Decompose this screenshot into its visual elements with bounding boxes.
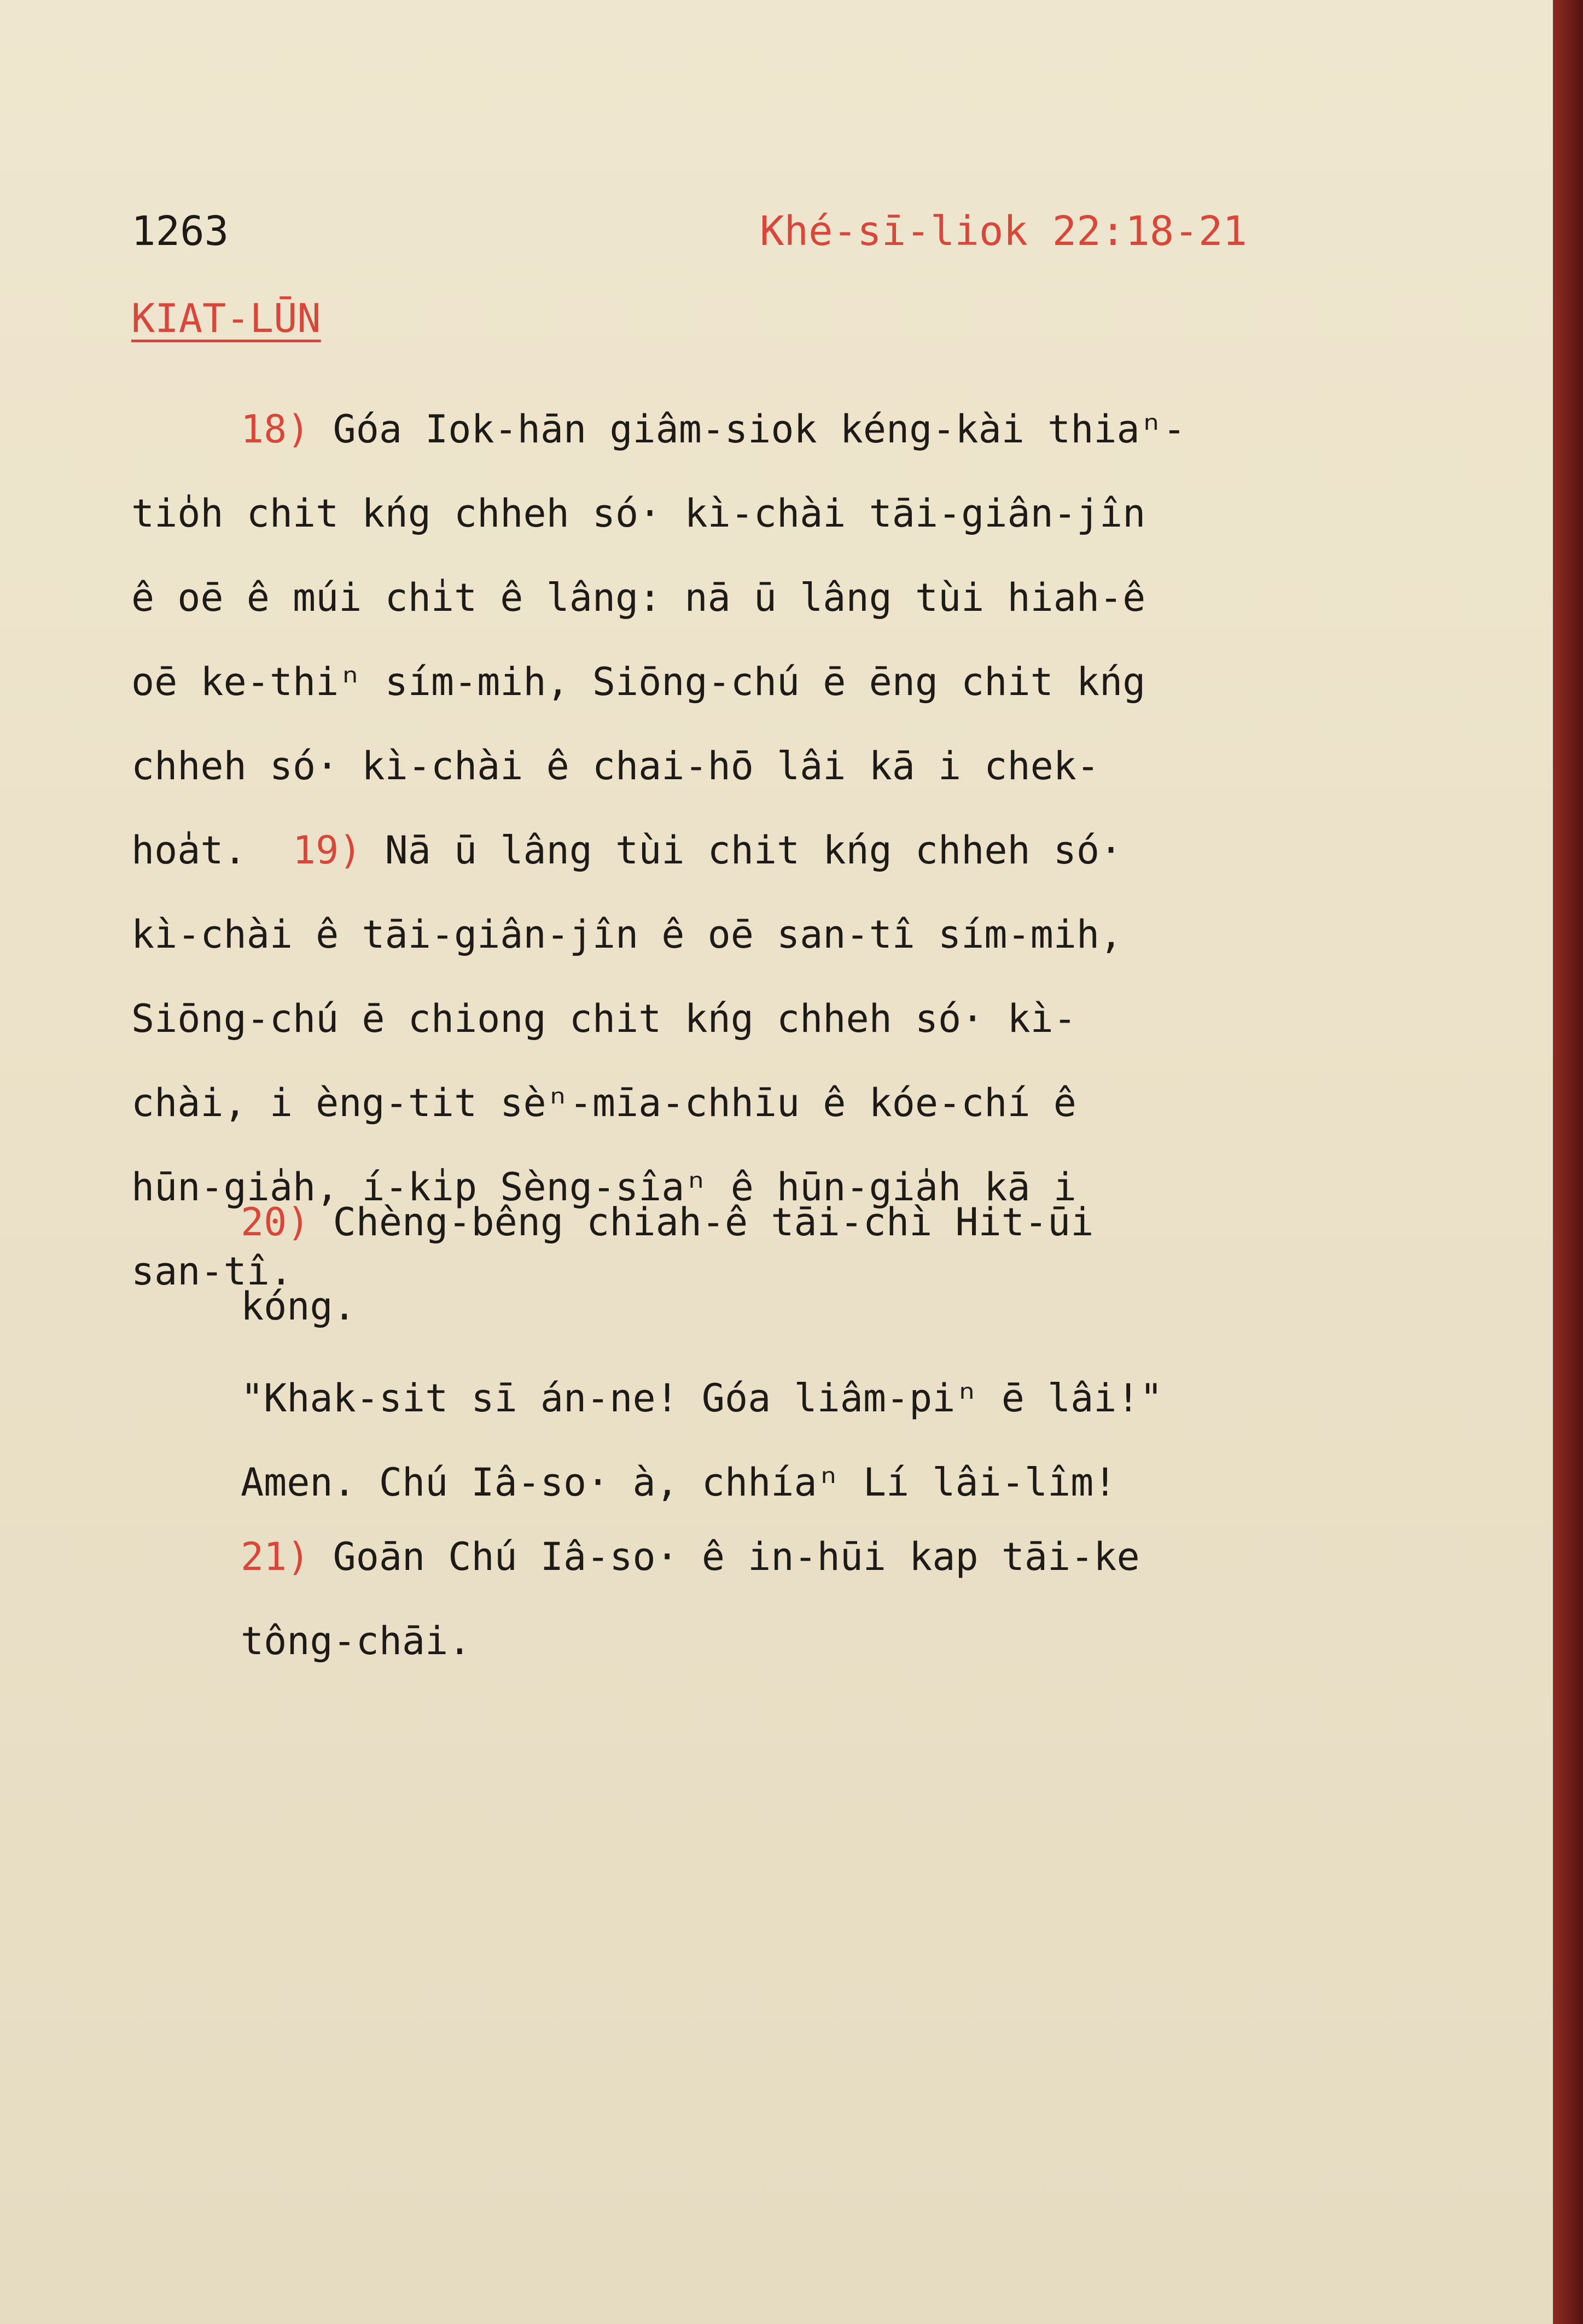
verse-block-20 [131, 1180, 1378, 1525]
verse-text: hoa̍t. [131, 828, 247, 873]
text-line [131, 1515, 1378, 1599]
verse-number: 20) [241, 1200, 310, 1245]
verse-number: 21) [241, 1534, 310, 1579]
book-cover-edge [1553, 0, 1583, 2324]
text-line [131, 387, 1378, 471]
quote-line: Amen. Chú Iâ-so· à, chhíaⁿ Lí lâi-lîm! [241, 1460, 1117, 1505]
text-line: san-tî. [131, 1249, 293, 1294]
text-line: tio̍h chit kńg chheh só· kì-chài tāi-giân-jîn [131, 491, 1146, 536]
text-line: hūn-gia̍h, í-ki̍p Sèng-sîaⁿ ê hūn-gia̍h kā i [131, 1165, 1076, 1210]
verse-text: Chèng-bêng chiah-ê tāi-chì Hit-ūi [333, 1200, 1094, 1245]
text-line: ê oē ê múi chi̍t ê lâng: nā ū lâng tùi hiah-ê [131, 575, 1146, 620]
text-line: oē ke-thiⁿ sím-mih, Siōng-chú ē ēng chit kńg [131, 659, 1146, 704]
text-line: kì-chài ê tāi-giân-jîn ê oē san-tî sím-mih, [131, 912, 1123, 957]
verse-text: Góa Iok-hān giâm-siok kéng-kài thiaⁿ- [333, 407, 1186, 452]
verse-text: Nā ū lâng tùi chit kńg chheh só· [385, 828, 1123, 873]
verse-block-18-19 [131, 387, 1378, 1313]
verse-block-21 [131, 1515, 1378, 1683]
text-line [131, 808, 1378, 892]
verse-number: 19) [293, 828, 362, 873]
section-title: KIAT-LŪN [131, 295, 321, 341]
text-line: Siōng-chú ē chiong chit kńg chheh só· kì- [131, 996, 1076, 1041]
quote-line: "Khak-sit sī án-ne! Góa liâm-piⁿ ē lâi!" [241, 1376, 1163, 1421]
text-line: chài, i èng-tit sèⁿ-mīa-chhīu ê kóe-chí ê [131, 1081, 1076, 1125]
text-line: tông-chāi. [241, 1619, 472, 1663]
verse-number: 18) [241, 407, 310, 452]
text-line: chheh só· kì-chài ê chai-hō lâi kā i chek- [131, 744, 1100, 789]
page-number: 1263 [131, 208, 229, 255]
text-line: kóng. [241, 1284, 356, 1329]
running-head: Khé-sī-liok 22:18-21 [759, 208, 1247, 255]
verse-text: Goān Chú Iâ-so· ê in-hūi kap tāi-ke [333, 1534, 1140, 1579]
text-line [131, 1180, 1378, 1264]
